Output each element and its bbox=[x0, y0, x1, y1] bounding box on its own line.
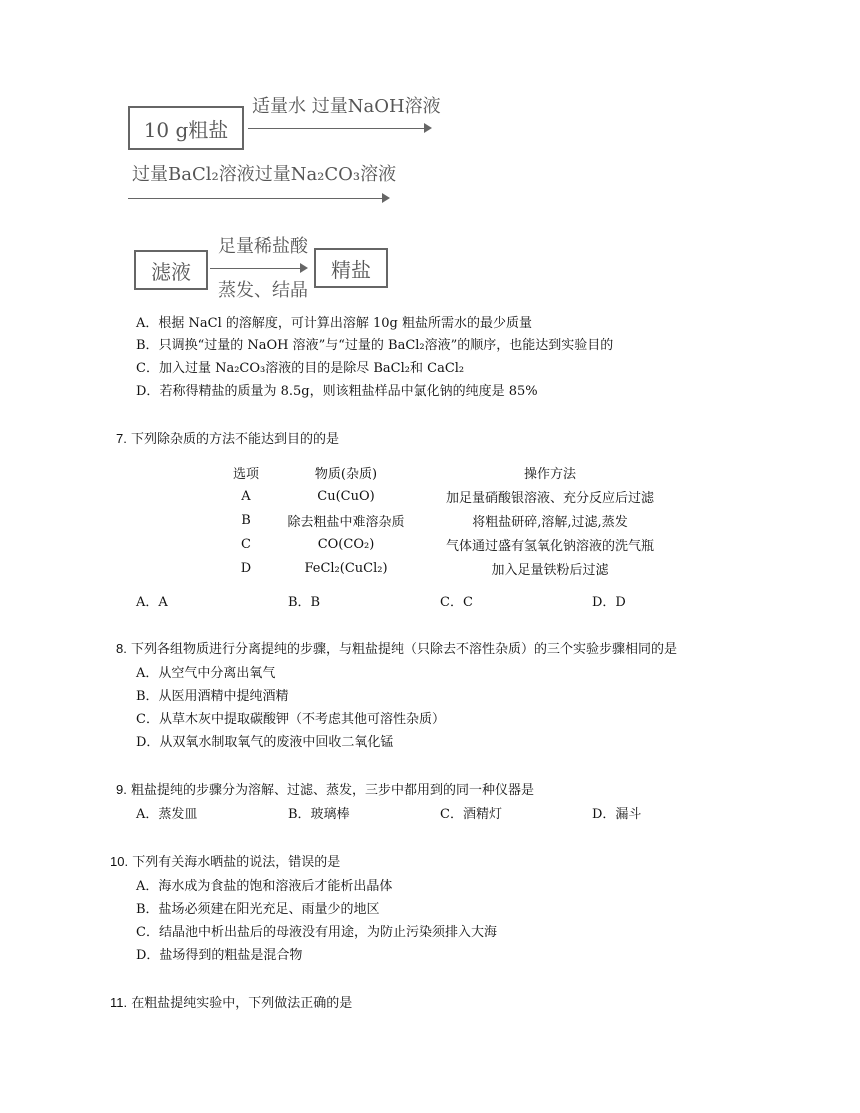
filtrate-box: 滤液 bbox=[134, 250, 208, 290]
step3-arrow bbox=[210, 268, 302, 269]
q6-option-b: B．只调换“过量的 NaOH 溶液”与“过量的 BaCl₂溶液”的顺序，也能达到实验目的 bbox=[136, 338, 614, 353]
q11-stem: 11. 在粗盐提纯实验中，下列做法正确的是 bbox=[110, 995, 353, 1011]
table-row bbox=[220, 508, 680, 532]
step2-arrow-head bbox=[382, 193, 390, 203]
crude-salt-box: 10 g粗盐 bbox=[128, 106, 244, 150]
row-d-option: D bbox=[240, 560, 252, 576]
q7-choice-d: D．D bbox=[592, 595, 626, 610]
header-option: 选项 bbox=[232, 466, 259, 482]
row-a-option: A bbox=[241, 488, 251, 504]
row-c-option: C bbox=[241, 536, 251, 552]
q10-stem: 10. 下列有关海水晒盐的说法，错误的是 bbox=[110, 854, 341, 870]
q10-option-a: A．海水成为食盐的饱和溶液后才能析出晶体 bbox=[136, 879, 393, 894]
q8-option-b: B．从医用酒精中提纯酒精 bbox=[136, 689, 289, 704]
row-b-option: B bbox=[241, 512, 251, 528]
q9-choice-d: D．漏斗 bbox=[592, 807, 642, 822]
step3-top-label: 足量稀盐酸 bbox=[218, 236, 308, 257]
q10-option-b: B．盐场必须建在阳光充足、雨量少的地区 bbox=[136, 902, 380, 917]
row-a-substance: Cu(CuO) bbox=[317, 488, 375, 504]
header-substance: 物质(杂质) bbox=[314, 466, 378, 482]
step3-bottom-label: 蒸发、结晶 bbox=[218, 280, 308, 301]
table-row bbox=[220, 532, 680, 556]
row-c-substance: CO(CO₂) bbox=[317, 536, 375, 552]
q8-option-a: A．从空气中分离出氧气 bbox=[136, 666, 276, 681]
q9-stem: 9. 粗盐提纯的步骤分为溶解、过滤、蒸发，三步中都用到的同一种仪器是 bbox=[116, 782, 534, 798]
row-b-substance: 除去粗盐中难溶杂质 bbox=[287, 514, 405, 530]
row-b-method: 将粗盐研碎,溶解,过滤,蒸发 bbox=[472, 514, 628, 530]
q8-option-c: C．从草木灰中提取碳酸钾（不考虑其他可溶性杂质） bbox=[136, 712, 445, 727]
q7-choice-b: B．B bbox=[288, 595, 321, 610]
q6-option-d: D．若称得精盐的质量为 8.5g，则该粗盐样品中氯化钠的纯度是 85% bbox=[136, 384, 538, 399]
row-d-method: 加入足量铁粉后过滤 bbox=[491, 562, 609, 578]
q7-choice-a: A．A bbox=[136, 595, 168, 610]
q7-choice-c: C．C bbox=[440, 595, 473, 610]
row-d-substance: FeCl₂(CuCl₂) bbox=[304, 560, 388, 576]
step1-arrow bbox=[248, 128, 426, 129]
table-header-row bbox=[220, 460, 680, 484]
q9-choice-c: C．酒精灯 bbox=[440, 807, 502, 822]
q8-option-d: D．从双氧水制取氧气的废液中回收二氧化锰 bbox=[136, 735, 394, 750]
q7-options-table bbox=[220, 460, 680, 580]
q10-option-d: D．盐场得到的粗盐是混合物 bbox=[136, 948, 303, 963]
step1-arrow-head bbox=[424, 123, 432, 133]
step2-label: 过量BaCl₂溶液过量Na₂CO₃溶液 bbox=[132, 164, 397, 185]
table-row bbox=[220, 556, 680, 580]
step3-arrow-head bbox=[300, 263, 308, 273]
q6-option-c: C．加入过量 Na₂CO₃溶液的目的是除尽 BaCl₂和 CaCl₂ bbox=[136, 361, 465, 376]
q6-option-a: A．根据 NaCl 的溶解度，可计算出溶解 10g 粗盐所需水的最少质量 bbox=[136, 316, 533, 331]
step1-label: 适量水 过量NaOH溶液 bbox=[252, 96, 441, 117]
step2-arrow bbox=[128, 198, 384, 199]
row-a-method: 加足量硝酸银溶液、充分反应后过滤 bbox=[445, 490, 654, 506]
table-row bbox=[220, 484, 680, 508]
q7-stem: 7. 下列除杂质的方法不能达到目的的是 bbox=[116, 431, 339, 447]
q9-choice-a: A．蒸发皿 bbox=[136, 807, 198, 822]
q10-option-c: C．结晶池中析出盐后的母液没有用途，为防止污染须排入大海 bbox=[136, 925, 497, 940]
q9-choice-b: B．玻璃棒 bbox=[288, 807, 350, 822]
refined-salt-box: 精盐 bbox=[314, 248, 388, 288]
header-method: 操作方法 bbox=[523, 466, 576, 482]
row-c-method: 气体通过盛有氢氧化钠溶液的洗气瓶 bbox=[445, 538, 654, 554]
q8-stem: 8. 下列各组物质进行分离提纯的步骤，与粗盐提纯（只除去不溶性杂质）的三个实验步骤相同的是 bbox=[116, 641, 677, 657]
